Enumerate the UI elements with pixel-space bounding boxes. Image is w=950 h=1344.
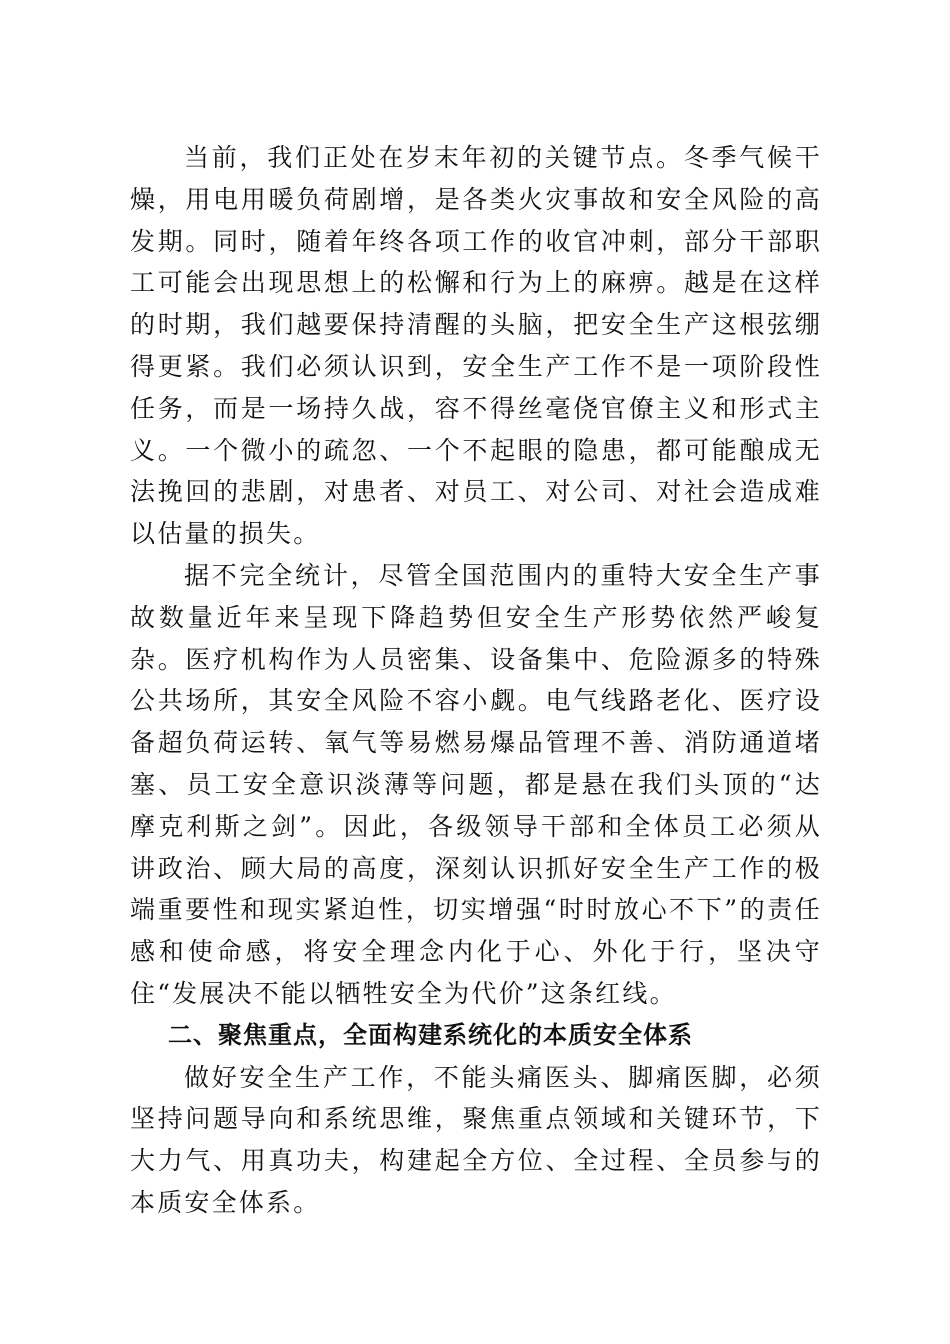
document-body xyxy=(130,137,822,1224)
paragraph-safety-situation: 据不完全统计，尽管全国范围内的重特大安全生产事故数量近年来呈现下降趋势但安全生产形势依然严峻复杂。医疗机构作为人员密集、设备集中、危险源多的特殊公共场所，其安全风险不容小觑。电气线路老化、医疗设备超负荷运转、氧气等易燃易爆品管理不善、消防通道堵塞、员工安全意识淡薄等问题，都是悬在我们头顶的“达摩克利斯之剑”。因此，各级领导干部和全体员工必须从讲政治、顾大局的高度，深刻认识抓好安全生产工作的极端重要性和现实紧迫性，切实增强“时时放心不下”的责任感和使命感，将安全理念内化于心、外化于行，坚决守住“发展决不能以牺牲安全为代价”这条红线。 xyxy=(130,560,822,1008)
paragraph-year-end-risk: 当前，我们正处在岁末年初的关键节点。冬季气候干燥，用电用暖负荷剧增，是各类火灾事故和安全风险的高发期。同时，随着年终各项工作的收官冲刺，部分干部职工可能会出现思想上的松懈和行为上的麻痹。越是在这样的时期，我们越要保持清醒的头脑，把安全生产这根弦绷得更紧。我们必须认识到，安全生产工作不是一项阶段性任务，而是一场持久战，容不得丝毫侥官僚主义和形式主义。一个微小的疏忽、一个不起眼的隐患，都可能酿成无法挽回的悲剧，对患者、对员工、对公司、对社会造成难以估量的损失。 xyxy=(130,143,822,549)
section-heading: 二、聚焦重点，全面构建系统化的本质安全体系 xyxy=(168,1020,693,1049)
paragraph-section-intro: 做好安全生产工作，不能头痛医头、脚痛医脚，必须坚持问题导向和系统思维，聚焦重点领域和关键环节，下大力气、用真功夫，构建起全方位、全过程、全员参与的本质安全体系。 xyxy=(130,1062,822,1217)
